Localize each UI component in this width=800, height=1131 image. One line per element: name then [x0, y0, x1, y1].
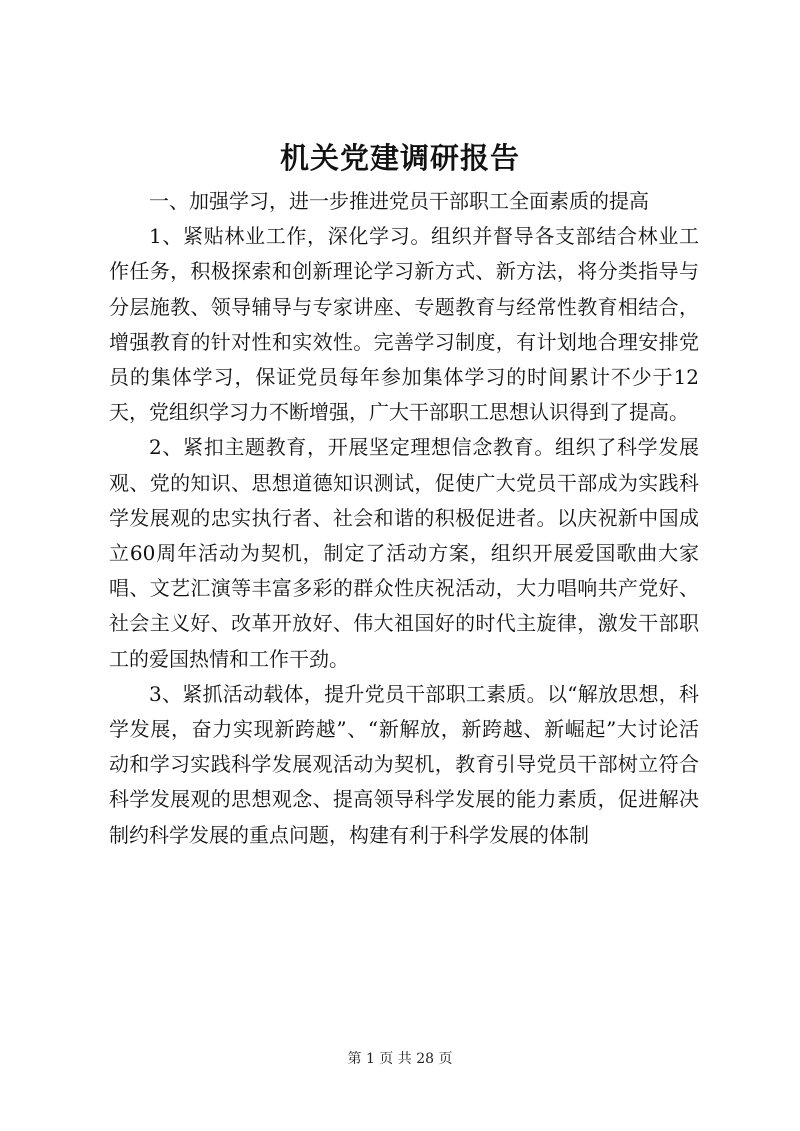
page-number-footer: 第 1 页 共 28 页 [347, 1051, 453, 1067]
paragraph-3: 3、紧抓活动载体，提升党员干部职工素质。以“解放思想，科学发展，奋力实现新跨越”、“新解放，新跨越、新崛起”大讨论活动和学习实践科学发展观活动为契机，教育引导党员干部树立符合科学发展观的思想观念、提高领导科学发展的能力素质，促进解决制约科学发展的重点问题，构建有利于科学发展的体制 [109, 681, 699, 847]
section-heading: 一、加强学习，进一步推进党员干部职工全面素质的提高 [149, 189, 649, 213]
paragraph-2: 2、紧扣主题教育，开展坚定理想信念教育。组织了科学发展观、党的知识、思想道德知识测试，促使广大党员干部成为实践科学发展观的忠实执行者、社会和谐的积极促进者。以庆祝新中国成立60周年活动为契机，制定了活动方案，组织开展爱国歌曲大家唱、文艺汇演等丰富多彩的群众性庆祝活动，大力唱响共产党好、社会主义好、改革开放好、伟大祖国好的时代主旋律，激发干部职工的爱国热情和工作干劲。 [109, 435, 699, 671]
paragraph-1: 1、紧贴林业工作，深化学习。组织并督导各支部结合林业工作任务，积极探索和创新理论学习新方式、新方法，将分类指导与分层施教、领导辅导与专家讲座、专题教育与经常性教育相结合，增强教育的针对性和实效性。完善学习制度，有计划地合理安排党员的集体学习，保证党员每年参加集体学习的时间累计不少于12天，党组织学习力不断增强，广大干部职工思想认识得到了提高。 [109, 224, 699, 425]
document-body [109, 184, 699, 853]
document-title: 机关党建调研报告 [279, 141, 520, 175]
